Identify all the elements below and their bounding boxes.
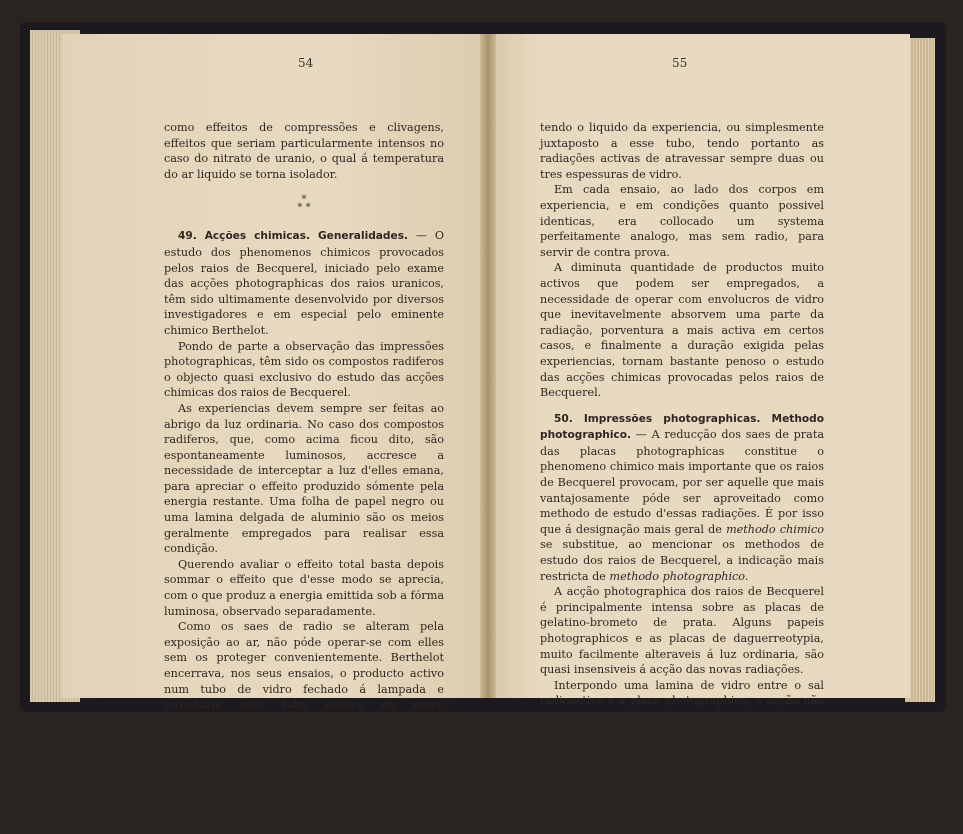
left-paragraph-2: Pondo de parte a observação das impressões photographicas, têm sido os compostos radiferos o objecto quasi exclusivo do estudo das acções chimicas dos raios de Becquerel. [164,339,444,400]
section-50-text-a: — A reducção dos saes de prata das placas photographicas constitue o phenomeno chimico mais importante que os raios de Becquerel provocam, por ser aquelle que mais vantajosamente póde ser aproveitado como methodo de estudo d'essas radiações. É por isso que á designação mais geral de [540,428,824,536]
right-paragraph-2: Em cada ensaio, ao lado dos corpos em experiencia, e em condições quanto possivel identicas, era collocado um systema perfeitamente analogo, mas sem radio, para servir de contra prova. [540,183,824,259]
left-paragraph-3: As experiencias devem sempre ser feitas ao abrigo da luz ordinaria. No caso dos compostos radiferos, que, como acima ficou dito, são espontaneamente luminosos, accresce a necessidade de interceptar a luz d'elles emana, para apreciar o effeito produzido sómente pela energia restante. Uma folha de papel negro ou uma lamina delgada de aluminio são os meios geralmente empregados para realisar essa condição. [164,401,444,556]
section-50-heading: 50. Impressões photographicas. Methodo photographico. [540,412,824,442]
section-50-paragraph [540,411,824,585]
section-49-paragraph [164,228,444,338]
right-page-number: 55 [672,56,688,70]
right-paragraph-3: A diminuta quantidade de productos muito activos que podem ser empregados, a necessidade de operar com envolucros de vidro que inevitavelmente absorvem uma parte da radiação, porventura a mais activa em certos casos, e finalmente a duração exigida pelas experiencias, tornam bastante penoso o estudo das acções chimicas provocadas pelos raios de Becquerel. [540,261,824,400]
section-50-italic-1: methodo chimico [726,522,825,536]
section-50-italic-2: methodo photographico. [609,569,749,583]
left-paragraph-5: Como os saes de radio se alteram pela exposição ao ar, não póde operar-se com elles sem os proteger convenientemente. Berthelot encerrava, nos seus ensaios, o producto activo num tubo de vidro fechado á lampada e introduzia este tubo dentro de outro concentrico, tambem de vidro, e sensivelmente tangente ao primeiro. Este systema era introduzido num tubo de ensaio con- [164,620,444,758]
right-paragraph-7: Os differentes corpos radioactivos actuam sobre as placas photographicas com intensidades muito variadas. [540,787,824,833]
section-separator: * * * [297,194,311,214]
left-intro-paragraph: como effeitos de compressões e clivagens, effeitos que seriam particularmente intensos no caso do nitrato de uranio, o qual á temperatura do ar liquido se torna isolador. [164,121,444,181]
section-49-text: — O estudo dos phenomenos chimicos provocados pelos raios de Becquerel, iniciado pelo exame das acções photographicas dos raios uranicos, têm sido ultimamente desenvolvido por diversos investigadores e em especial pelo eminente chimico Berthelot. [164,229,444,337]
right-page-body [540,120,824,834]
left-page-number: 54 [298,56,314,70]
section-50-text-b: se substitue, ao mencionar os methodos de estudo dos raios de Becquerel, a indicação mais restricta de [540,538,824,583]
section-49-heading: 49. Acções chimicas. Generalidades. [178,230,409,243]
right-paragraph-6: Interpondo uma lamina de vidro entre o sal radioactivo e a placa photographica, a acção não desapparece. Esta observação de Becquerel afasta a hypothese da reducção do sal de prata por vapores emanados da substancia activa, como succede com o chumbo, o zinco e diversas essencias. [540,678,824,786]
left-paragraph-4: Querendo avaliar o effeito total basta depois sommar o effeito que d'esse modo se aprecia, com o que produz a energia emittida sob a fórma luminosa, observado separadamente. [164,557,444,618]
right-paragraph-5: A acção photographica dos raios de Becquerel é principalmente intensa sobre as placas de gelatino-brometo de prata. Alguns papeis photographicos e as placas de daguerreotypia, muito facilmente alteraveis á luz ordinaria, são quasi insensiveis á acção das novas radiações. [540,585,824,677]
left-page-body [164,120,444,760]
right-paragraph-1: tendo o liquido da experiencia, ou simplesmente juxtaposto a esse tubo, tendo portanto as radiações activas de atravessar sempre duas ou tres espessuras de vidro. [540,121,824,181]
book-gutter [480,34,496,698]
